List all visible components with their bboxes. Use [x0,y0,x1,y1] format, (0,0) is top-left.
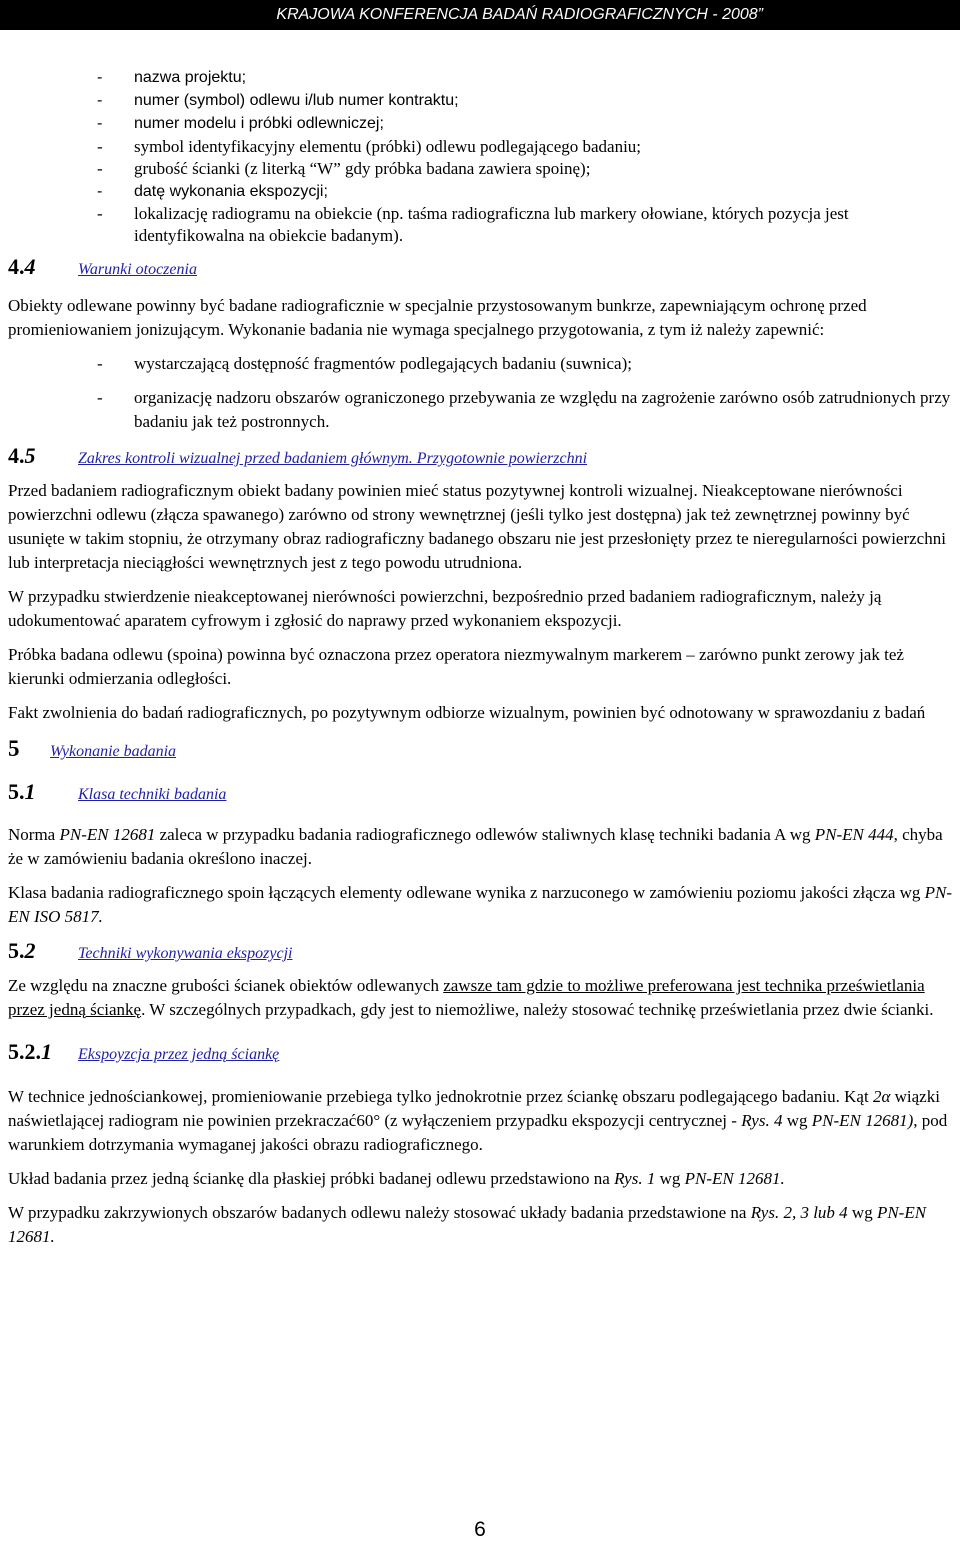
list-item: - symbol identyfikacyjny elementu (próbki) odlewu podlegającego badaniu; [8,136,956,158]
section-number: 5.2 [8,937,36,963]
requirements-list [8,352,956,434]
paragraph: W przypadku stwierdzenie nieakceptowanej nierówności powierzchni, bezpośrednio przed badaniem radiograficznym, należy ją udokumentować aparatem cyfrowym i zgłosić do naprawy przed wykonaniem ekspozycji. [8,586,882,630]
list-item: - grubość ścianki (z literką “W” gdy próbka badana zawiera spoinę); [8,158,956,180]
section-heading-5-1 [8,780,956,807]
list-item: - numer modelu i próbki odlewniczej; [8,112,956,135]
section-title: Ekspoyzcja przez jedną ściankę [78,1045,280,1063]
list-item: - organizację nadzoru obszarów ograniczonego przebywania ze względu na zagrożenie zarówno osób zatrudnionych przy badaniu jak też postronnych. [8,386,956,434]
project-info-list [8,66,956,247]
paragraph: W przypadku zakrzywionych obszarów badanych odlewu należy stosować układy badania przedstawione na Rys. 2, 3 lub 4 wg PN-EN 12681. [8,1202,927,1246]
section-heading-4-4 [8,255,956,282]
list-item: - wystarczającą dostępność fragmentów podlegających badaniu (suwnica); [8,352,956,376]
paragraph: Próbka badana odlewu (spoina) powinna być oznaczona przez operatora niezmywalnym markerem – zarówno punkt zerowy jak też kierunki odmierzania odległości. [8,644,904,688]
paragraph: Układ badania przez jedną ściankę dla płaskiej próbki badanej odlewu przedstawiono na Rys. 1 wg PN-EN 12681. [8,1168,785,1188]
paragraph: Przed badaniem radiograficznym obiekt badany powinien mieć status pozytywnej kontroli wizualnej. Nieakceptowane nierówności powierzchni odlewu (złącza spawanego) zarówno od strony wewnętrznej (jeśli tylko jest dostępna) jak też zewnętrznej powinny być usunięte w takim stopniu, że otrzymany obraz radiograficzny badanego obszaru nie jest przesłonięty przez te nieregularności powierzchni lub interpretacja nieciągłości wewnętrznych jest z tego powodu utrudniona. [8,480,946,572]
section-number: 4.4 [8,253,36,279]
section-title: Klasa techniki badania [78,785,227,803]
section-heading-5-2 [8,939,956,966]
section-heading-4-5 [8,444,956,471]
list-item: - nazwa projektu; [8,66,956,89]
page-header [0,0,960,30]
section-number: 5 [8,735,20,761]
paragraph: Obiekty odlewane powinny być badane radiograficznie w specjalnie przystosowanym bunkrze, zapewniającym ochronę przed promieniowaniem jonizującym. Wykonanie badania nie wymaga specjalnego przygotowania, z tym iż należy zapewnić: [8,295,867,339]
section-title: Zakres kontroli wizualnej przed badaniem głównym. Przygotownie powierzchni [78,449,588,467]
section-number: 5.2.1 [8,1038,52,1064]
section-title: Techniki wykonywania ekspozycji [78,944,293,962]
paragraph: Fakt zwolnienia do badań radiograficznych, po pozytywnym odbiorze wizualnym, powinien być odnotowany w sprawozdaniu z badań [8,702,926,722]
section-number: 4.5 [8,442,36,468]
page-number: 6 [474,1518,486,1541]
section-heading-5-2-1 [8,1040,956,1067]
paragraph: Ze względu na znaczne grubości ścianek obiektów odlewanych zawsze tam gdzie to możliwe preferowana jest technika prześwietlania przez jedną ściankę. W szczególnych przypadkach, gdy jest to niemożliwe, należy stosować technikę prześwietlania przez dwie ścianki. [8,975,934,1019]
section-title: Wykonanie badania [50,742,177,760]
section-number: 5.1 [8,778,36,804]
paragraph: W technice jednościankowej, promieniowanie przebiega tylko jednokrotnie przez ściankę obszaru podlegającego badaniu. Kąt 2α wiązki naświetlającej radiogram nie powinien przekraczać60° (z wyłączeniem przypadku ekspozycji centrycznej - Rys. 4 wg PN-EN 12681), pod warunkiem dotrzymania wymaganej jakości obrazu radiograficznego. [8,1086,948,1154]
list-item: - numer (symbol) odlewu i/lub numer kontraktu; [8,89,956,112]
header-title: KRAJOWA KONFERENCJA BADAŃ RADIOGRAFICZNYCH - 2008” [276,6,763,23]
document-body [8,66,956,1259]
paragraph: Klasa badania radiograficznego spoin łączących elementy odlewane wynika z narzuconego w zamówieniu poziomu jakości złącza wg PN-EN ISO 5817. [8,882,953,926]
list-item: - datę wykonania ekspozycji; [8,180,956,203]
section-title: Warunki otoczenia [78,260,197,278]
paragraph: Norma PN-EN 12681 zaleca w przypadku badania radiograficznego odlewów staliwnych klasę techniki badania A wg PN-EN 444, chyba że w zamówieniu badania określono inaczej. [8,824,943,868]
list-item: - lokalizację radiogramu na obiekcie (np. taśma radiograficzna lub markery ołowiane, których pozycja jest identyfikowalna na obiekcie badanym). [8,203,956,247]
section-heading-5 [8,737,956,764]
